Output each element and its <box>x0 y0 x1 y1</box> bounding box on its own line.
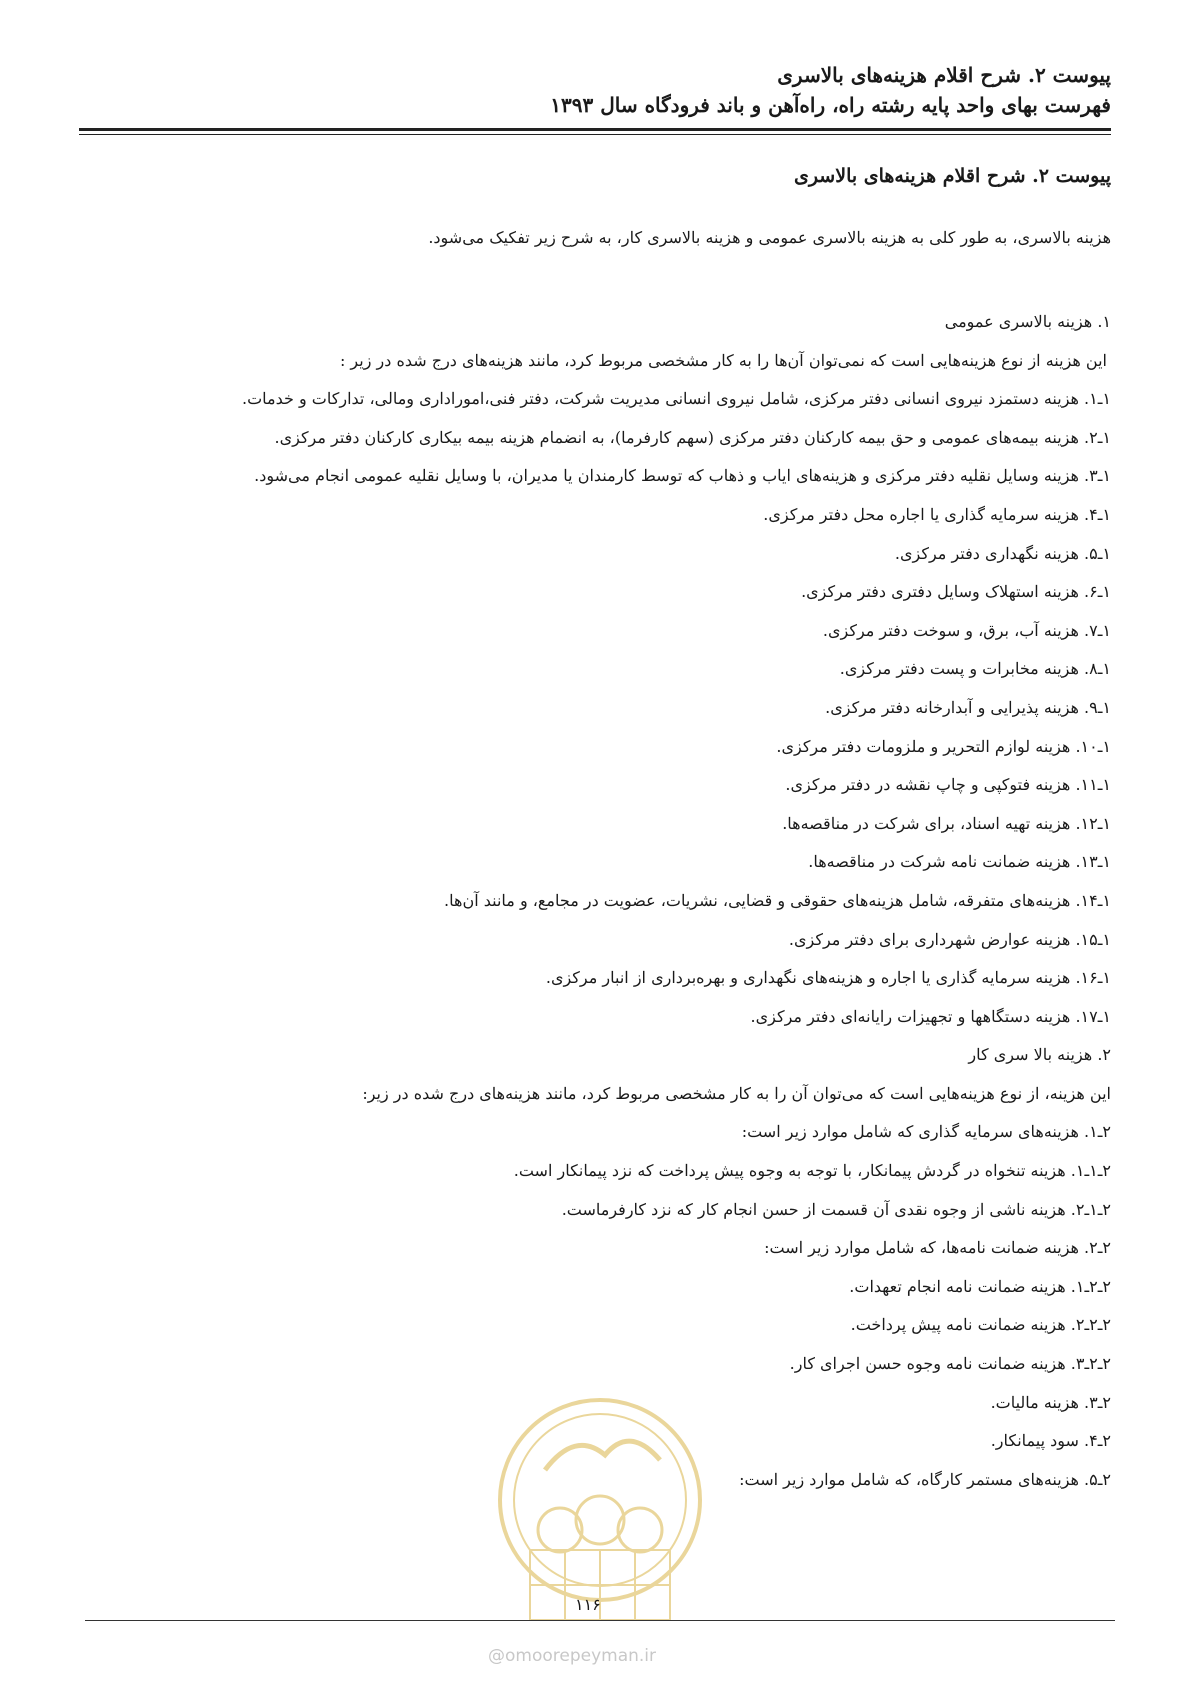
list-item: ۱ـ۱۰. هزینه لوازم التحریر و ملزومات دفتر مرکزی. <box>776 736 1111 756</box>
running-header <box>81 60 1111 120</box>
list-item: ۱ـ۲. هزینه بیمه‌های عمومی و حق بیمه کارکنان دفتر مرکزی (سهم کارفرما)، به انضمام هزینه بیمه بیکاری کارکنان دفتر مرکزی. <box>274 427 1111 447</box>
list-item: ۱ـ۳. هزینه وسایل نقلیه دفتر مرکزی و هزینه‌های ایاب و ذهاب که توسط کارمندان یا مدیران، با وسایل نقلیه عمومی انجام می‌شود. <box>254 466 1111 486</box>
list-item: ۲ـ۲. هزینه ضمانت نامه‌ها، که شامل موارد زیر است: <box>764 1238 1111 1258</box>
list-item: ۱ـ۵. هزینه نگهداری دفتر مرکزی. <box>894 543 1111 563</box>
list-item: ۲ـ۵. هزینه‌های مستمر کارگاه، که شامل موارد زیر است: <box>739 1469 1111 1489</box>
list-item: ۲ـ۱. هزینه‌های سرمایه گذاری که شامل موارد زیر است: <box>741 1122 1111 1142</box>
list-item: ۱ـ۱۱. هزینه فتوکپی و چاپ نقشه در دفتر مرکزی. <box>785 775 1111 795</box>
list-item: ۱ـ۱۷. هزینه دستگاهها و تجهیزات رایانه‌ای دفتر مرکزی. <box>750 1006 1111 1026</box>
list-item: ۱. هزینه بالاسری عمومی <box>944 312 1111 331</box>
list-item: این هزینه، از نوع هزینه‌هایی است که می‌توان آن را به کار مشخصی مربوط کرد، مانند هزینه‌های درج شده در زیر: <box>362 1083 1111 1103</box>
cost-items-list <box>71 310 1111 1506</box>
list-item: ۱ـ۱۴. هزینه‌های متفرقه، شامل هزینه‌های حقوقی و قضایی، نشریات، عضویت در مجامع، و مانند آن‌ها. <box>444 890 1111 910</box>
list-item: ۲ـ۱ـ۲. هزینه ناشی از وجوه نقدی آن قسمت از حسن انجام کار که نزد کارفرماست. <box>561 1199 1111 1219</box>
header-line-1: پیوست ۲. شرح اقلام هزینه‌های بالاسری <box>777 63 1111 87</box>
list-item: ۱ـ۷. هزینه آب، برق، و سوخت دفتر مرکزی. <box>822 620 1111 640</box>
list-item: ۲ـ۳. هزینه مالیات. <box>990 1392 1111 1412</box>
list-item: ۲ـ۴. سود پیمانکار. <box>990 1431 1111 1451</box>
list-item: ۱ـ۱۲. هزینه تهیه اسناد، برای شرکت در مناقصه‌ها. <box>782 813 1111 833</box>
list-item: ۱ـ۱۶. هزینه سرمایه گذاری یا اجاره و هزینه‌های نگهداری و بهره‌برداری از انبار مرکزی. <box>545 968 1111 988</box>
intro-paragraph: هزینه بالاسری، به طور کلی به هزینه بالاسری عمومی و هزینه بالاسری کار، به شرح زیر تفکیک می‌شود. <box>428 228 1111 247</box>
list-item: ۱ـ۱۵. هزینه عوارض شهرداری برای دفتر مرکزی. <box>788 929 1111 949</box>
list-item: ۲ـ۱ـ۱. هزینه تنخواه در گردش پیمانکار، با توجه به وجوه پیش پرداخت که نزد پیمانکار است. <box>513 1161 1111 1181</box>
page-number: ۱۱۶ <box>575 1595 601 1614</box>
list-item: ۲ـ۲ـ۳. هزینه ضمانت نامه وجوه حسن اجرای کار. <box>789 1354 1111 1374</box>
header-line-2: فهرست بهای واحد پایه رشته راه، راه‌آهن و باند فرودگاه سال ۱۳۹۳ <box>550 93 1111 117</box>
header-rule-thick <box>79 128 1111 131</box>
list-item: این هزینه از نوع هزینه‌هایی است که نمی‌توان آن‌ها را به کار مشخصی مربوط کرد، مانند هزینه‌های درج شده در زیر : <box>339 350 1107 370</box>
list-item: ۱ـ۴. هزینه سرمایه گذاری یا اجاره محل دفتر مرکزی. <box>763 504 1111 524</box>
list-item: ۱ـ۸. هزینه مخابرات و پست دفتر مرکزی. <box>839 659 1111 679</box>
list-item: ۱ـ۹. هزینه پذیرایی و آبدارخانه دفتر مرکزی. <box>825 697 1111 717</box>
header-rule-thin <box>79 134 1111 135</box>
list-item: ۲ـ۲ـ۱. هزینه ضمانت نامه انجام تعهدات. <box>849 1276 1111 1296</box>
list-item: ۱ـ۱. هزینه دستمزد نیروی انسانی دفتر مرکزی، شامل نیروی انسانی مدیریت شرکت، دفتر فنی،امورادارى ومالى، تداركات و خدمات. <box>242 389 1111 409</box>
section-title: پیوست ۲. شرح اقلام هزینه‌های بالاسری <box>793 165 1111 187</box>
list-item: ۲. هزینه بالا سری کار <box>968 1045 1111 1065</box>
list-item: ۱ـ۶. هزینه استهلاک وسایل دفتری دفتر مرکزی. <box>801 582 1111 602</box>
footer-rule <box>85 1620 1115 1621</box>
watermark-url: @omoorepeyman.ir <box>488 1646 657 1666</box>
list-item: ۱ـ۱۳. هزینه ضمانت نامه شرکت در مناقصه‌ها. <box>808 852 1111 872</box>
list-item: ۲ـ۲ـ۲. هزینه ضمانت نامه پیش پرداخت. <box>850 1315 1111 1335</box>
